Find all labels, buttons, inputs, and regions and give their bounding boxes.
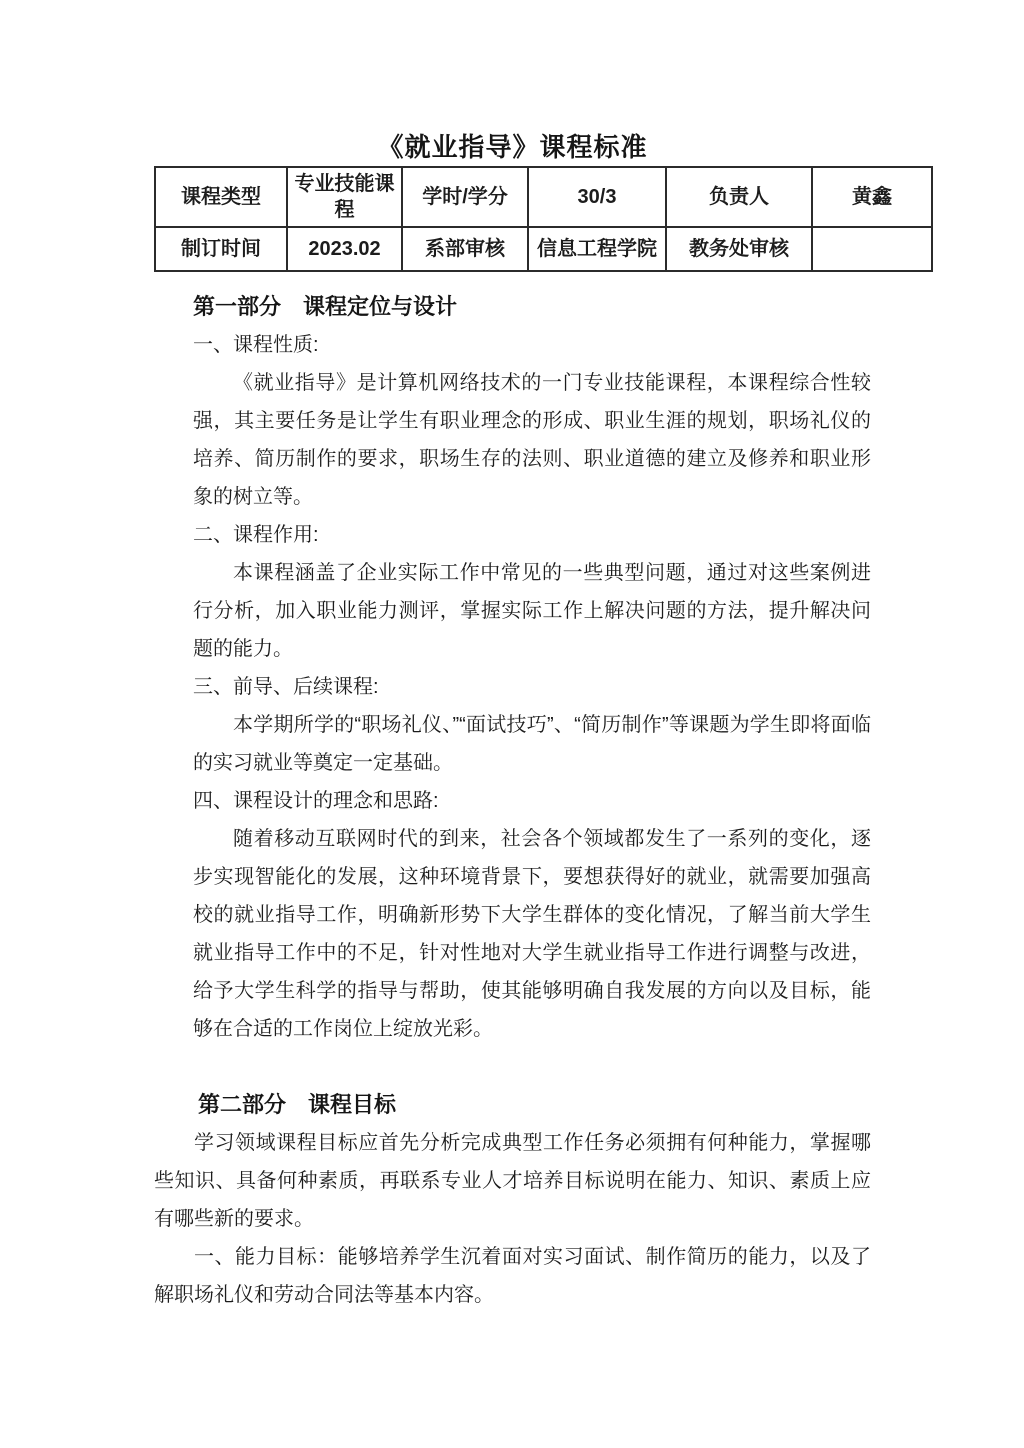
part2-paragraph-1: 学习领域课程目标应首先分析完成典型工作任务必须拥有何种能力，掌握哪些知识、具备何种素质，再联系专业人才培养目标说明在能力、知识、素质上应有哪些新的要求。: [154, 1132, 871, 1230]
table-row: [155, 227, 932, 271]
part1-subheading-4: 四、课程设计的理念和思路:: [193, 790, 439, 812]
table-cell-person-in-charge-value: 黄鑫: [812, 167, 932, 227]
part2-paragraph-2: 一、能力目标：能够培养学生沉着面对实习面试、制作简历的能力，以及了解职场礼仪和劳动合同法等基本内容。: [154, 1246, 871, 1306]
part1-section: [193, 288, 871, 1048]
table-cell-hours-credits-label: 学时/学分: [402, 167, 528, 227]
part1-subsection-course-nature: [193, 326, 871, 516]
part1-subsection-related-courses: [193, 668, 871, 782]
table-row: [155, 167, 932, 227]
table-cell-academic-review-value: [812, 227, 932, 271]
part1-paragraph-3: 本学期所学的“职场礼仪、”“面试技巧”、“简历制作”等课题为学生即将面临的实习就业等奠定一定基础。: [193, 714, 871, 774]
table-cell-date-label: 制订时间: [155, 227, 287, 271]
table-cell-course-type-label: 课程类型: [155, 167, 287, 227]
table-cell-academic-review-label: 教务处审核: [666, 227, 812, 271]
part1-paragraph-1: 《就业指导》是计算机网络技术的一门专业技能课程，本课程综合性较强，其主要任务是让学生有职业理念的形成、职业生涯的规划，职场礼仪的培养、简历制作的要求，职场生存的法则、职业道德的建立及修养和职业形象的树立等。: [193, 372, 871, 508]
document-title: 《就业指导》课程标准: [377, 132, 648, 162]
course-info-table: [154, 166, 933, 272]
part1-subsection-course-role: [193, 516, 871, 668]
part1-paragraph-4: 随着移动互联网时代的到来，社会各个领域都发生了一系列的变化，逐步实现智能化的发展，这种环境背景下，要想获得好的就业，就需要加强高校的就业指导工作，明确新形势下大学生群体的变化情况，了解当前大学生就业指导工作中的不足，针对性地对大学生就业指导工作进行调整与改进，给予大学生科学的指导与帮助，使其能够明确自我发展的方向以及目标，能够在合适的工作岗位上绽放光彩。: [193, 828, 871, 1040]
table-cell-person-in-charge-label: 负责人: [666, 167, 812, 227]
part1-subheading-3: 三、前导、后续课程:: [193, 676, 379, 698]
part1-subheading-1: 一、课程性质:: [193, 334, 319, 356]
part2-heading: 第二部分 课程目标: [198, 1092, 397, 1117]
table-cell-course-type-value: 专业技能课程: [287, 167, 402, 227]
table-cell-dept-review-label: 系部审核: [402, 227, 528, 271]
part1-subheading-2: 二、课程作用:: [193, 524, 319, 546]
table-cell-date-value: 2023.02: [287, 227, 402, 271]
part1-subsection-design-philosophy: [193, 782, 871, 1048]
part1-paragraph-2: 本课程涵盖了企业实际工作中常见的一些典型问题，通过对这些案例进行分析，加入职业能力测评，掌握实际工作上解决问题的方法，提升解决问题的能力。: [193, 562, 871, 660]
table-cell-hours-credits-value: 30/3: [528, 167, 666, 227]
part1-heading: 第一部分 课程定位与设计: [193, 294, 458, 319]
table-cell-dept-review-value: 信息工程学院: [528, 227, 666, 271]
part2-section: [154, 1086, 871, 1314]
